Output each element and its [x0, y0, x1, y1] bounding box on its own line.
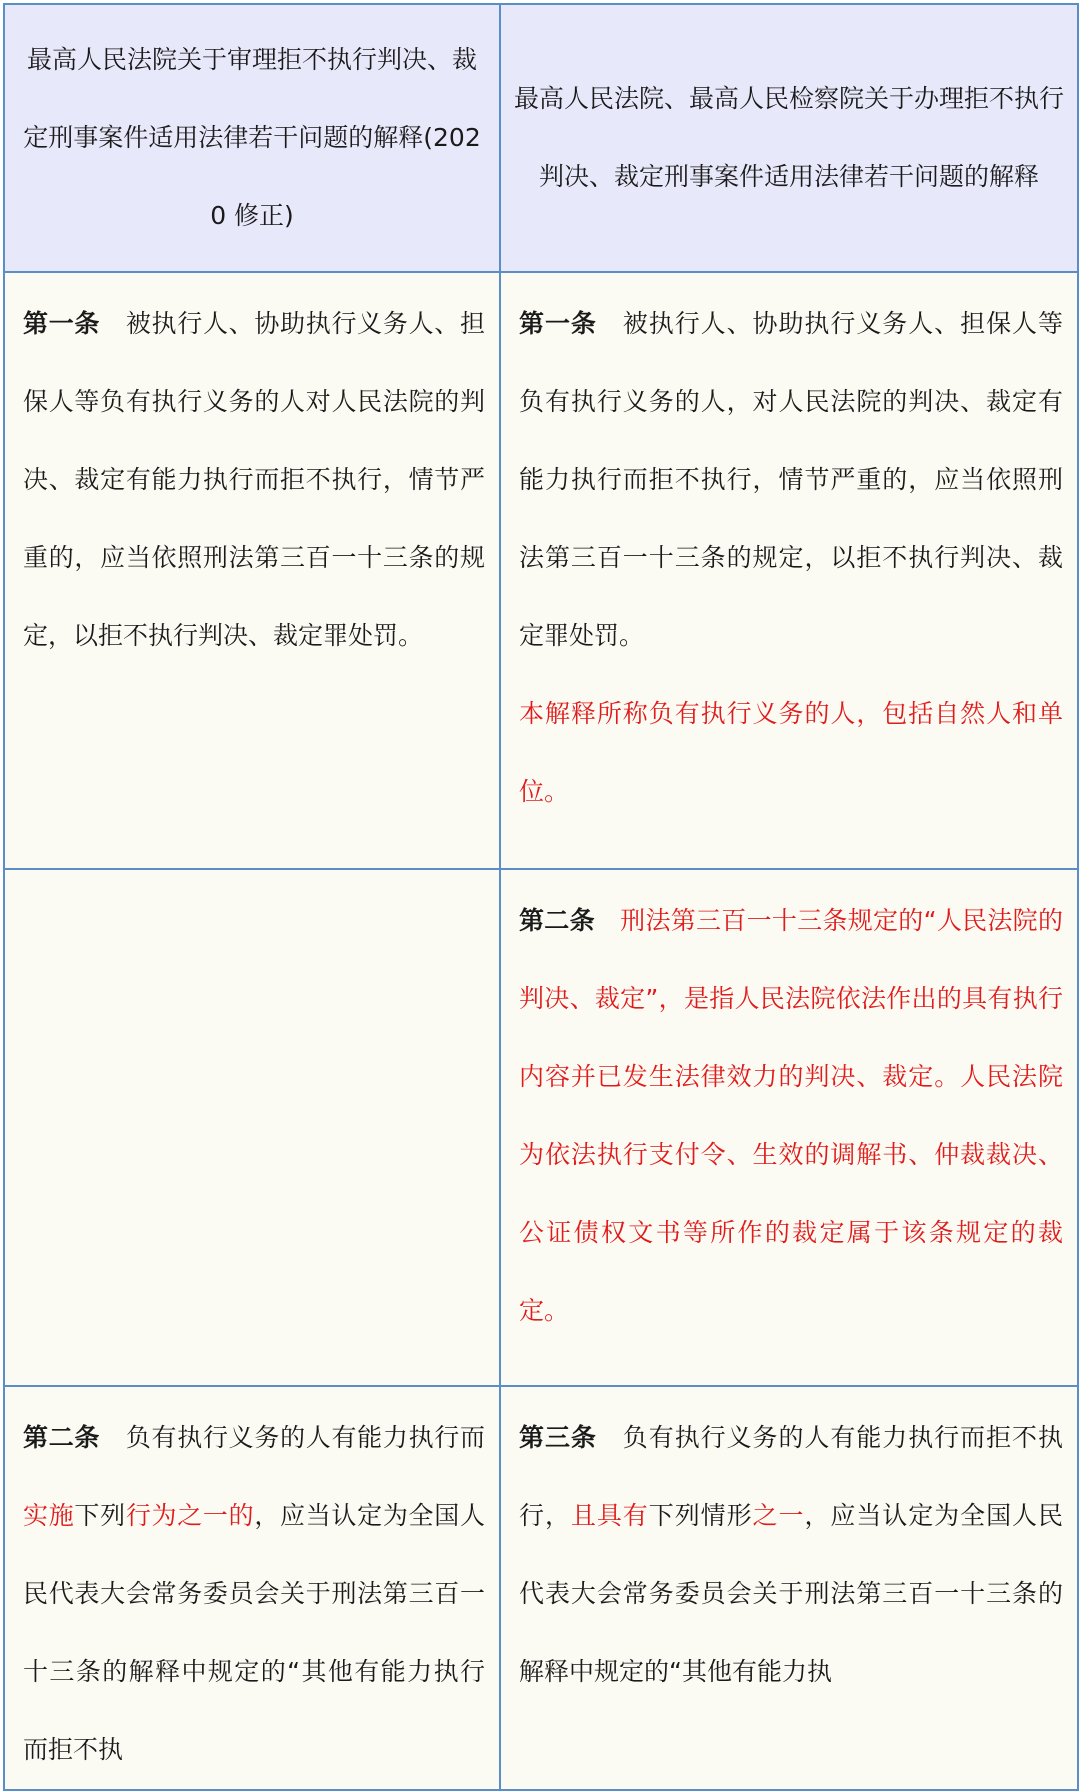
text-segment: 下列 — [74, 1501, 126, 1530]
text-segment: 负有执行义务的人有能力执行而 — [125, 1423, 485, 1452]
text-segment: ，应当认定为全国人民代表大会常务委员会关于刑法第三百一十三条的解释中规定的“其他有能力执 — [519, 1501, 1063, 1686]
changed-text: 之一 — [752, 1501, 805, 1530]
left-cell — [4, 1386, 500, 1790]
changed-text: 实施 — [23, 1501, 75, 1530]
article-text: 刑法第三百一十三条规定的“人民法院的判决、裁定”，是指人民法院依法作出的具有执行内容并已发生法律效力的判决、裁定。人民法院为依法执行支付令、生效的调解书、仲裁裁决、公证债权文书等所作的裁定属于该条规定的裁定。 — [519, 906, 1063, 1325]
article-number: 第三条 — [519, 1423, 597, 1452]
right-cell — [500, 272, 1078, 869]
article-number: 第二条 — [519, 906, 595, 935]
article-text: 被执行人、协助执行义务人、担保人等负有执行义务的人对人民法院的判决、裁定有能力执行而拒不执行，情节严重的，应当依照刑法第三百一十三条的规定，以拒不执行判决、裁定罪处罚。 — [23, 309, 485, 650]
right-cell — [500, 869, 1078, 1386]
article-number: 第一条 — [23, 309, 101, 338]
left-cell-empty — [4, 869, 500, 1386]
table-row — [4, 272, 1078, 869]
left-column-title: 最高人民法院关于审理拒不执行判决、裁定刑事案件适用法律若干问题的解释(2020 修正) — [4, 4, 500, 272]
article-number: 第一条 — [519, 309, 597, 338]
added-paragraph: 本解释所称负有执行义务的人，包括自然人和单位。 — [519, 699, 1063, 806]
right-column-title: 最高人民法院、最高人民检察院关于办理拒不执行判决、裁定刑事案件适用法律若干问题的解释 — [500, 4, 1078, 272]
text-segment: 下列情形 — [648, 1501, 753, 1530]
right-cell — [500, 1386, 1078, 1790]
comparison-table — [3, 3, 1079, 1791]
header-row — [4, 4, 1078, 272]
text-segment: 负有执行义务的人有能力执行而拒不执行， — [519, 1423, 1063, 1530]
left-cell — [4, 272, 500, 869]
changed-text: 且具有 — [570, 1501, 649, 1530]
text-segment: ，应当认定为全国人民代表大会常务委员会关于刑法第三百一十三条的解释中规定的“其他有能力执行而拒不执 — [23, 1501, 485, 1764]
article-text: 被执行人、协助执行义务人、担保人等负有执行义务的人，对人民法院的判决、裁定有能力执行而拒不执行，情节严重的，应当依照刑法第三百一十三条的规定，以拒不执行判决、裁定罪处罚。 — [519, 309, 1063, 650]
changed-text: 行为之一的 — [125, 1501, 255, 1530]
article-number: 第二条 — [23, 1423, 101, 1452]
table-row — [4, 869, 1078, 1386]
table-row — [4, 1386, 1078, 1790]
